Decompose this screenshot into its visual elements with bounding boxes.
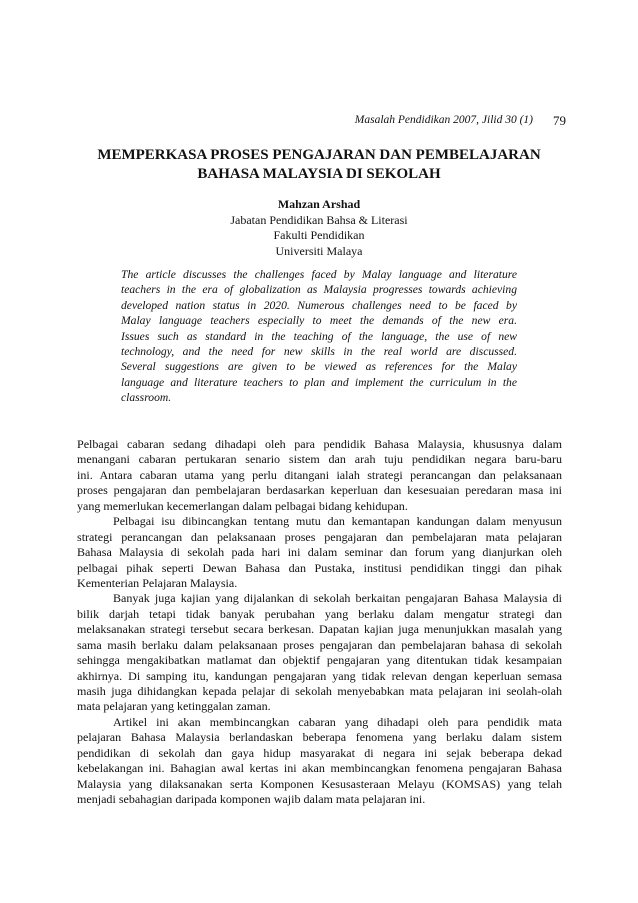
body-line: akhirnya. Di samping itu, kandungan pengajaran yang tidak relevan dengan keperluan semasa — [77, 668, 562, 683]
body-paragraph — [77, 437, 562, 514]
author-block — [120, 197, 518, 259]
page-number: 79 — [553, 113, 566, 128]
body-line: sehingga mengakibatkan matlamat dan objektif pengajaran yang ditentukan tidak kesampaian — [77, 653, 562, 668]
author-university: Universiti Malaya — [275, 243, 363, 258]
body-line: proses pengajaran dan pembelajaran berdasarkan keperluan dan kesesuaian peredaran masa ini — [77, 483, 562, 498]
abstract-line: technology, and the need for new skills in the real world are discussed. — [121, 344, 517, 358]
body-line: Bahasa Malaysia di sekolah pada hari ini dalam seminar dan forum yang dianjurkan oleh — [77, 545, 562, 560]
body-line: ini. Antara cabaran utama yang perlu ditangani ialah strategi perancangan dan pelaksanaan — [77, 467, 562, 482]
title-line: MEMPERKASA PROSES PENGAJARAN DAN PEMBELAJARAN — [97, 147, 541, 163]
abstract — [121, 267, 517, 406]
body-line: Malaysia yang dilaksanakan serta Komponen Kesusasteraan Melayu (KOMSAS) yang telah — [77, 776, 562, 791]
abstract-line: developed nation status in 2020. Numerous challenges need to be faced by — [121, 298, 517, 312]
body-line: Artikel ini akan membincangkan cabaran yang dihadapi oleh para pendidik mata — [113, 714, 562, 729]
body-line: menjadi sebahagian daripada komponen wajib dalam mata pelajaran ini. — [77, 792, 426, 807]
journal-citation: Masalah Pendidikan 2007, Jilid 30 (1) — [354, 114, 533, 126]
abstract-line: Several suggestions are given to be viewed as references for the Malay — [121, 360, 517, 374]
body-line: Kementerian Pelajaran Malaysia. — [77, 575, 238, 590]
body-line: sama masih berlaku dalam pelaksanaan proses pengajaran dan pembelajaran bahasa di sekolah — [77, 637, 562, 652]
body-line: bilik darjah tetapi tidak banyak perubahan yang berlaku dalam mengatur strategi dan — [77, 606, 562, 621]
body-line: Pelbagai cabaran sedang dihadapi oleh para pendidik Bahasa Malaysia, khususnya dalam — [77, 437, 562, 451]
body-line: strategi perancangan dan pelaksanaan proses pengajaran dan pembelajaran mata pelajaran — [77, 529, 562, 544]
body-line: Banyak juga kajian yang dijalankan di sekolah berkaitan pengajaran Bahasa Malaysia di — [113, 591, 562, 606]
body-paragraph — [77, 715, 562, 808]
body-line: kebelakangan ini. Bahagian awal kertas ini akan membincangkan fenomena pengajaran Bahasa — [77, 761, 562, 776]
body-paragraph — [77, 514, 562, 591]
abstract-line: The article discusses the challenges faced by Malay language and literature — [121, 268, 517, 281]
author-faculty: Fakulti Pendidikan — [273, 228, 365, 242]
body-line: melaksanakan strategi tersebut secara berkesan. Dapatan kajian juga menunjukkan masalah yang — [77, 622, 562, 637]
running-header — [0, 114, 638, 130]
body-line: yang memerlukan kecemerlangan dalam pelbagai bidang kehidupan. — [77, 498, 408, 513]
body-line: mata pelajaran yang ketinggalan zaman. — [77, 699, 271, 714]
body-line: pelbagai pihak seperti Dewan Bahasa dan Pustaka, institusi pendidikan tinggi dan pihak — [77, 560, 562, 575]
author-department: Jabatan Pendidikan Bahsa & Literasi — [230, 212, 408, 227]
author-name: Mahzan Arshad — [277, 197, 361, 211]
abstract-line: classroom. — [121, 391, 172, 405]
body-paragraph — [77, 591, 562, 715]
body-line: pendidikan di sekolah dan gaya hidup masyarakat di negara ini sejak beberapa dekad — [77, 745, 562, 760]
body-line: pelajaran Bahasa Malaysia berlandaskan beberapa fenomena yang berlaku dalam sistem — [77, 730, 562, 745]
paper-title — [60, 146, 578, 184]
body-line: Pelbagai isu dibincangkan tentang mutu dan kemantapan kandungan dalam menyusun — [113, 514, 562, 529]
title-line: BAHASA MALAYSIA DI SEKOLAH — [197, 166, 441, 182]
body-text — [77, 437, 562, 808]
abstract-line: teachers in the era of globalization as Malaysia progresses towards achieving — [121, 283, 517, 297]
abstract-line: language and literature teachers to plan and implement the curriculum in the — [121, 375, 517, 389]
abstract-line: Issues such as standard in the teaching of the language, the use of new — [121, 329, 517, 343]
abstract-line: Malay language teachers especially to meet the demands of the new era. — [121, 314, 517, 328]
body-line: masih juga dihidangkan kepada pelajar di sekolah menyebabkan mata pelajaran ini seolah-olah — [77, 684, 562, 698]
body-line: menangani cabaran pertukaran senario sistem dan arah tuju pendidikan negara baru-baru — [77, 452, 562, 467]
